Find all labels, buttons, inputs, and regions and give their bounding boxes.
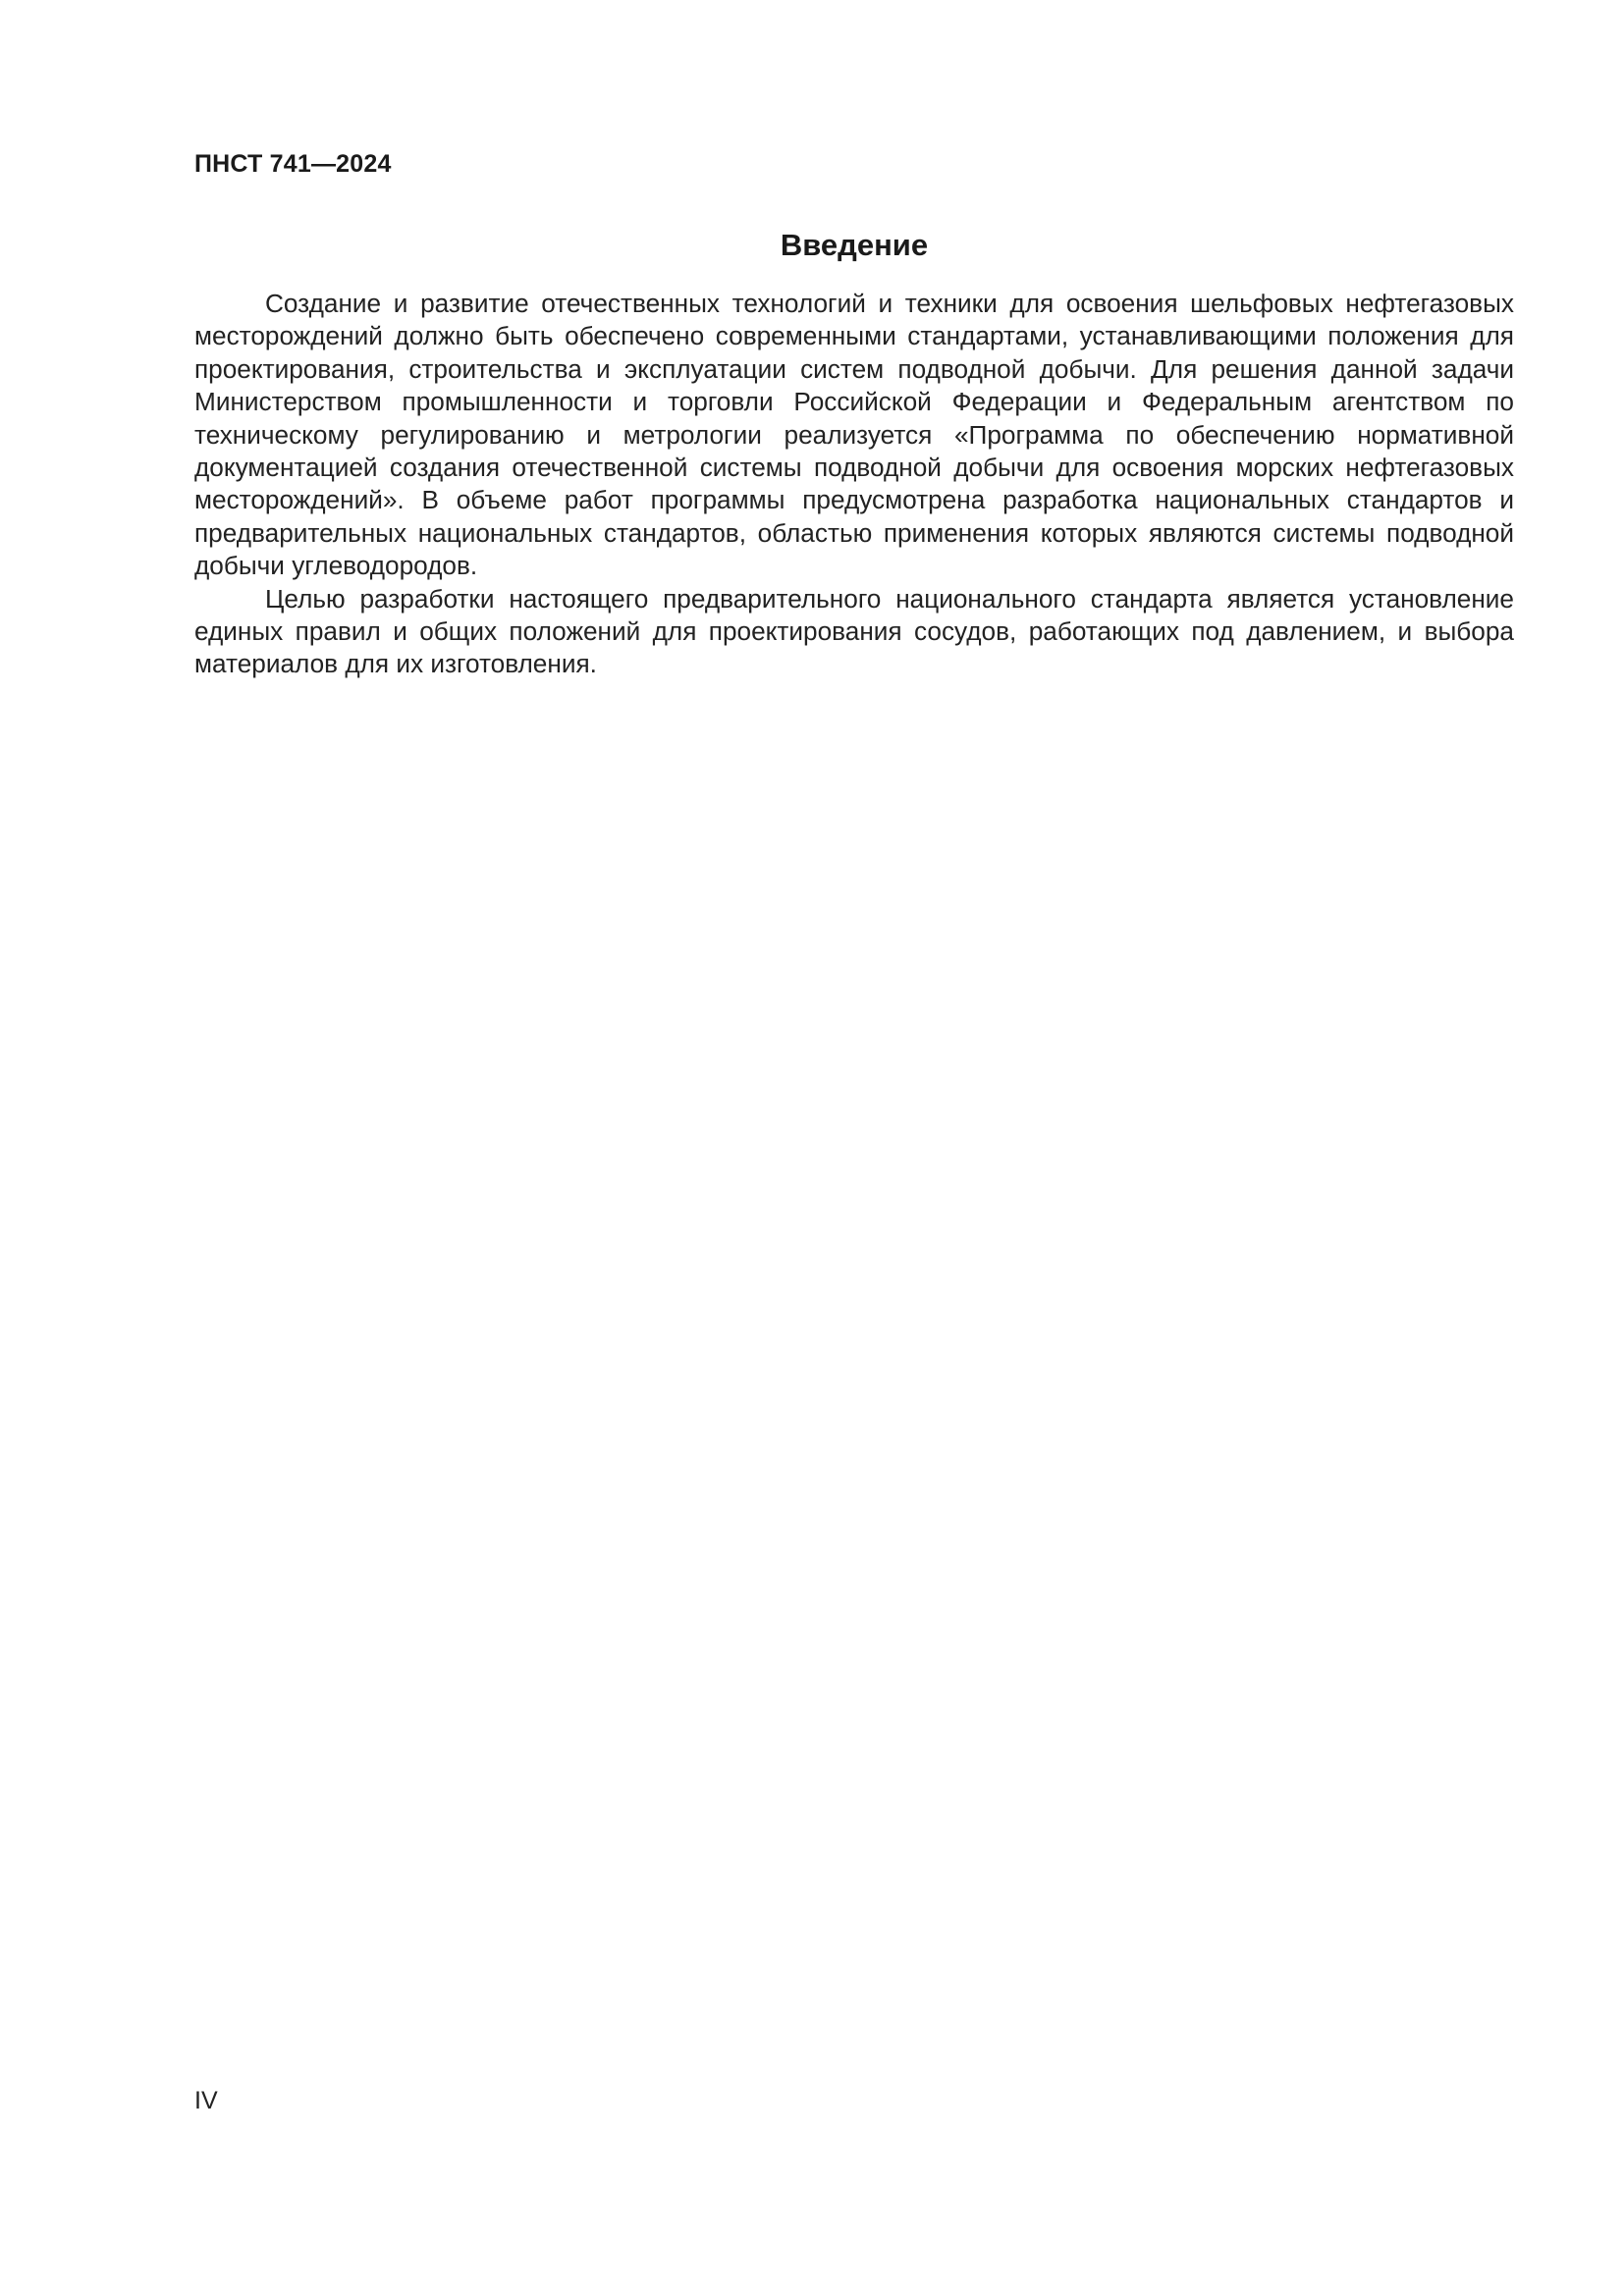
document-code: ПНСТ 741—2024 xyxy=(194,150,392,178)
page-number: IV xyxy=(194,2087,218,2114)
body-text xyxy=(194,288,1514,681)
paragraph-2: Целью разработки настоящего предварительного национального стандарта является установление единых правил и общих положений для проектирования сосудов, работающих под давлением, и выбора материалов для их изготовления. xyxy=(194,583,1514,679)
section-title: Введение xyxy=(780,228,929,262)
paragraph-1: Создание и развитие отечественных технологий и техники для освоения шельфовых нефтегазовых месторождений должно быть обеспечено современными стандартами, устанавливающими положения для проектирования, строительства и эксплуатации систем подводной добычи. Для решения данной задачи Министерством промышленности и торговли Российской Федерации и Федеральным агентством по техническому регулированию и метрологии реализуется «Программа по обеспечению нормативной документацией создания отечественной системы подводной добычи для освоения морских нефтегазовых месторождений». В объеме работ программы предусмотрена разработка национальных стандартов и предварительных национальных стандартов, областью применения которых являются системы подводной добычи углеводородов. xyxy=(194,289,1514,581)
